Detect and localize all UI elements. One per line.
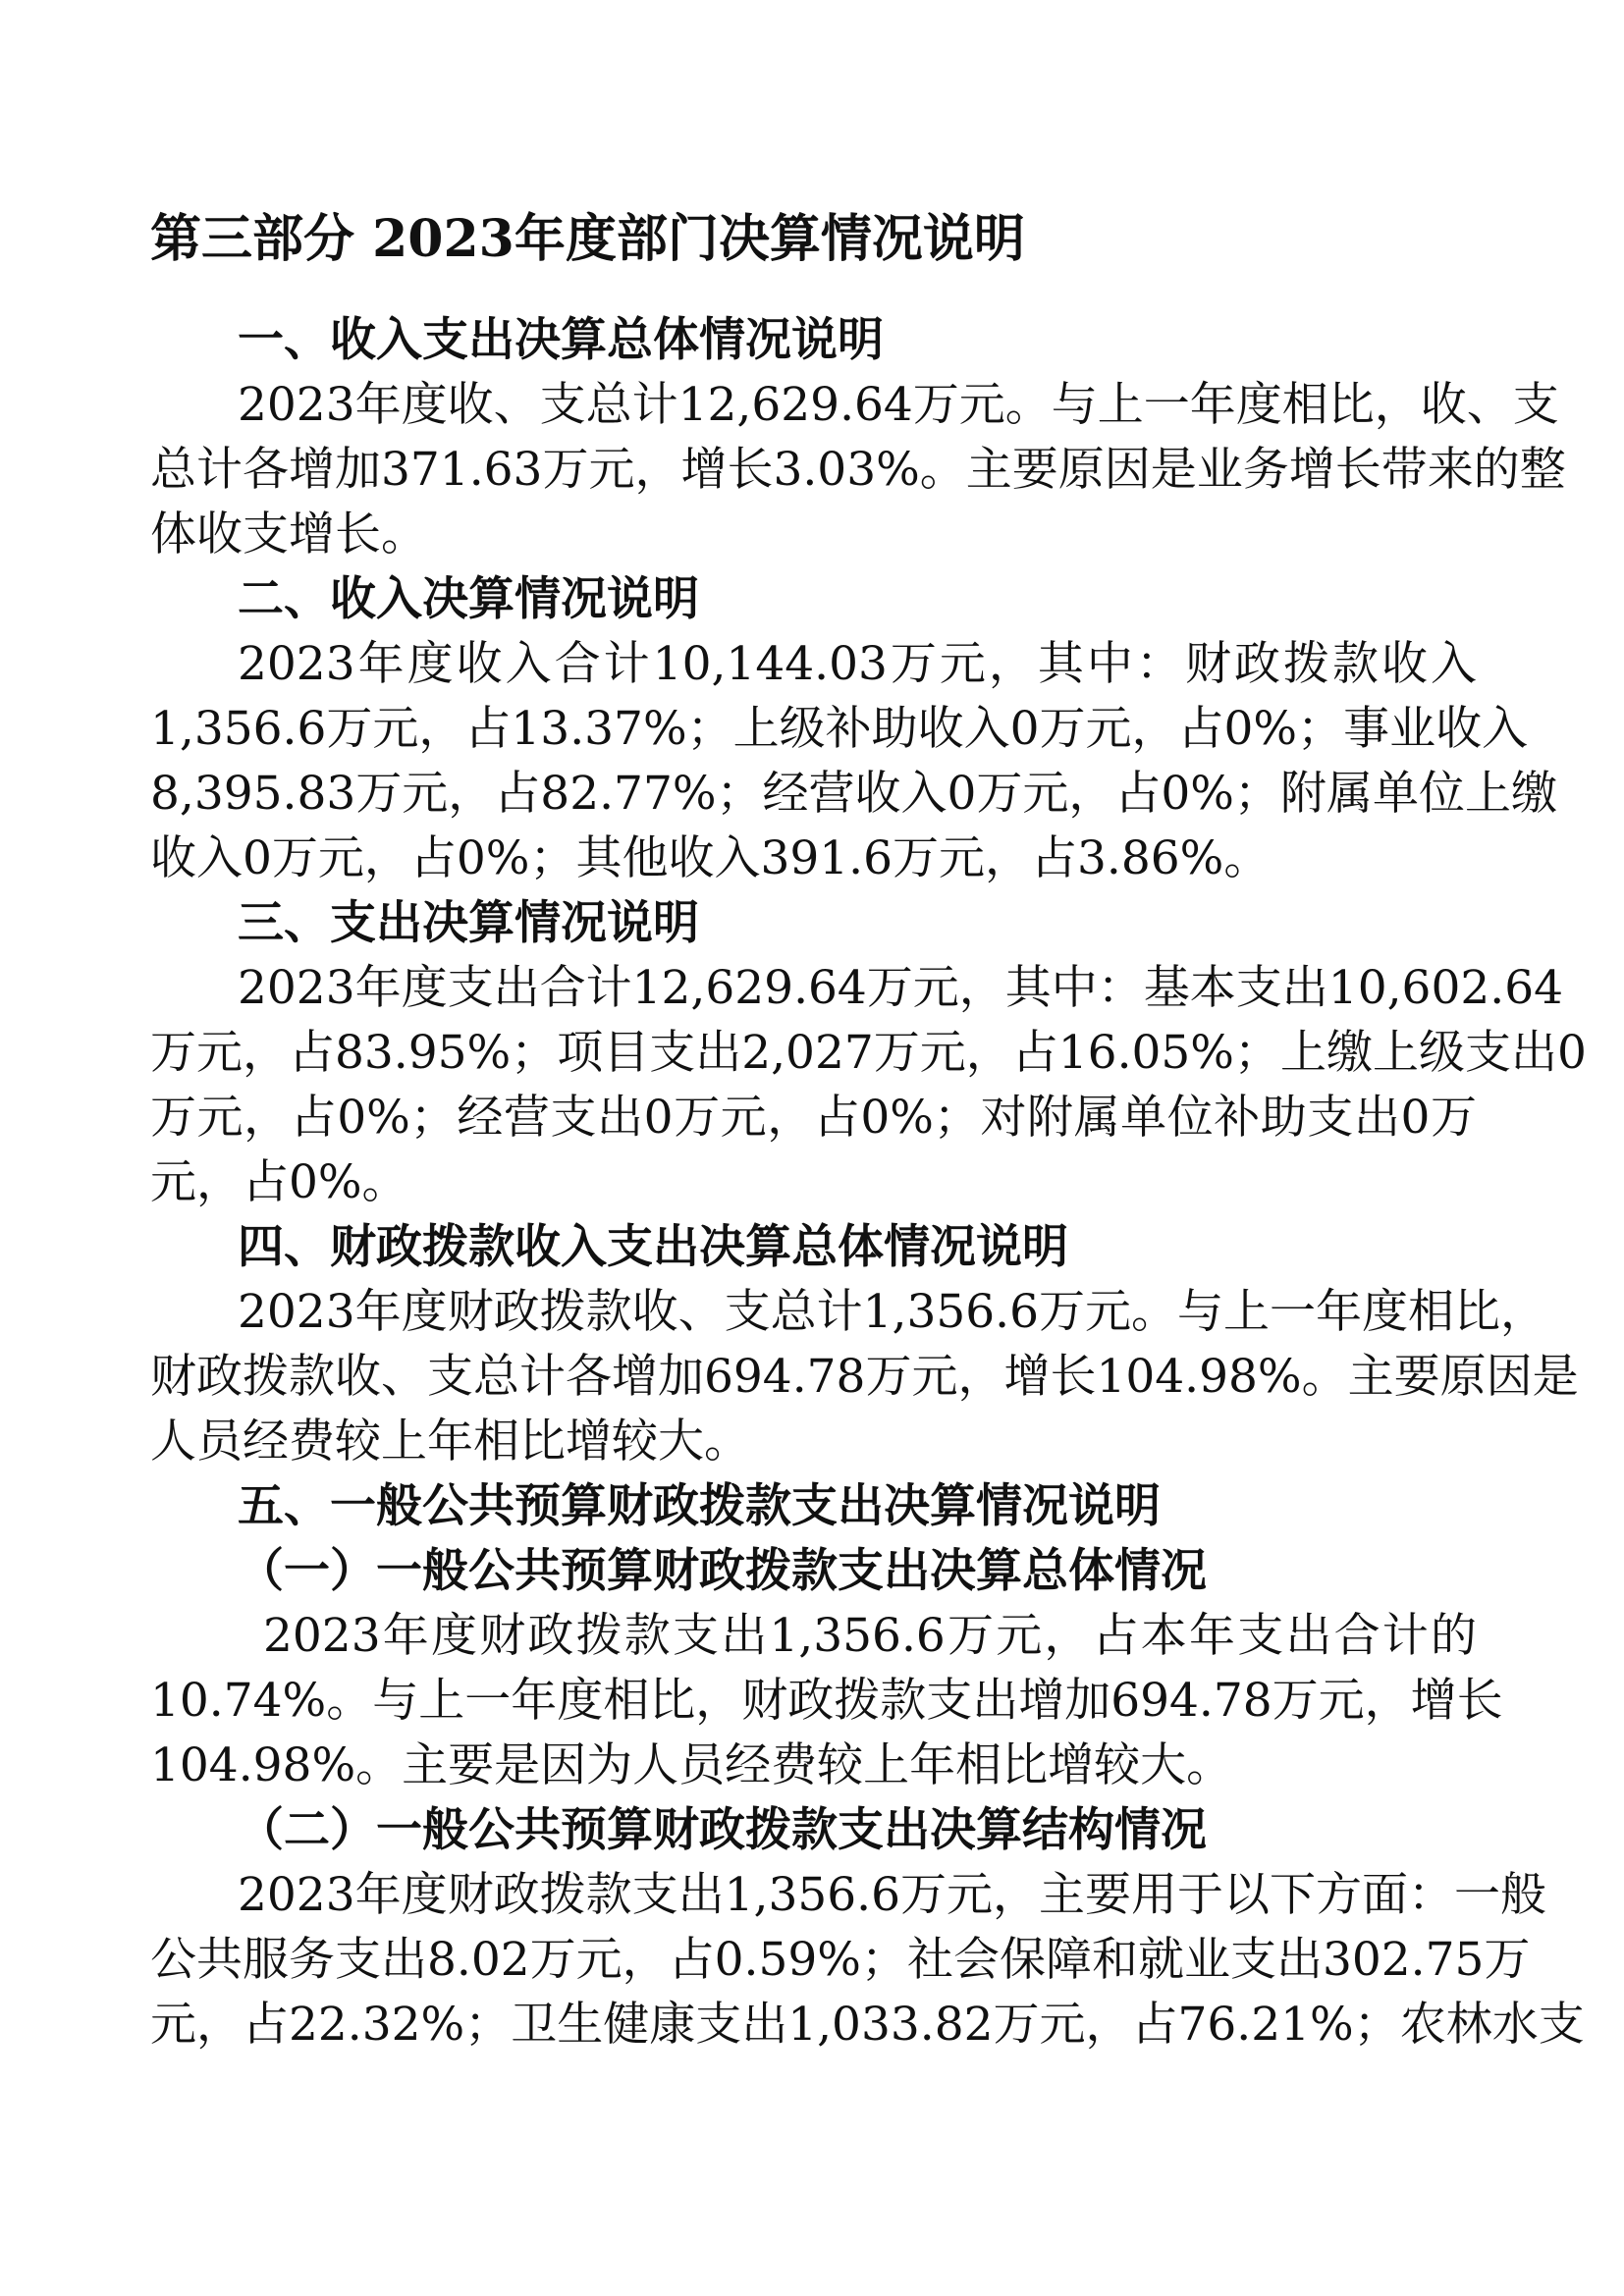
- section-heading-3: 三、支出决算情况说明: [238, 896, 699, 950]
- paragraph-line: 总计各增加371.63万元，增长3.03%。主要原因是业务增长带来的整: [150, 443, 1566, 497]
- paragraph-line: 104.98%。主要是因为人员经费较上年相比增较大。: [150, 1738, 1233, 1792]
- paragraph-line: 2023年度支出合计12,629.64万元，其中：基本支出10,602.64: [238, 961, 1564, 1015]
- paragraph-line: 2023年度财政拨款收、支总计1,356.6万元。与上一年度相比，: [238, 1285, 1547, 1339]
- paragraph-line: 2023年度财政拨款支出1,356.6万元，主要用于以下方面：一般: [238, 1868, 1547, 1922]
- page-title: 第三部分 2023年度部门决算情况说明: [150, 209, 1025, 269]
- section-heading-5: 五、一般公共预算财政拨款支出决算情况说明: [238, 1479, 1161, 1533]
- paragraph-line: 财政拨款收、支总计各增加694.78万元，增长104.98%。主要原因是: [150, 1350, 1579, 1404]
- paragraph-line: 8,395.83万元，占82.77%；经营收入0万元，占0%；附属单位上缴: [150, 767, 1557, 821]
- paragraph-line: 公共服务支出8.02万元，占0.59%；社会保障和就业支出302.75万: [150, 1933, 1531, 1987]
- paragraph-line: 元，占22.32%；卫生健康支出1,033.82万元，占76.21%；农林水支: [150, 1998, 1585, 2052]
- paragraph-line: 收入0万元，占0%；其他收入391.6万元，占3.86%。: [150, 831, 1271, 885]
- paragraph-line: 元，占0%。: [150, 1155, 408, 1209]
- paragraph-line: 2023年度财政拨款支出1,356.6万元，占本年支出合计的: [263, 1609, 1477, 1663]
- subsection-heading-1: （一）一般公共预算财政拨款支出决算总体情况: [238, 1544, 1207, 1598]
- paragraph-line: 万元，占83.95%；项目支出2,027万元，占16.05%；上缴上级支出0: [150, 1026, 1587, 1080]
- paragraph-line: 人员经费较上年相比增较大。: [150, 1415, 750, 1468]
- paragraph-line: 2023年度收入合计10,144.03万元，其中：财政拨款收入: [238, 637, 1477, 691]
- paragraph-line: 1,356.6万元，占13.37%；上级补助收入0万元，占0%；事业收入: [150, 702, 1529, 756]
- section-heading-1: 一、收入支出决算总体情况说明: [238, 313, 884, 367]
- paragraph-line: 万元，占0%；经营支出0万元，占0%；对附属单位补助支出0万: [150, 1091, 1477, 1145]
- subsection-heading-2: （二）一般公共预算财政拨款支出决算结构情况: [238, 1803, 1207, 1857]
- paragraph-line: 体收支增长。: [150, 507, 427, 561]
- paragraph-line: 2023年度收、支总计12,629.64万元。与上一年度相比，收、支: [238, 378, 1559, 432]
- section-heading-4: 四、财政拨款收入支出决算总体情况说明: [238, 1220, 1068, 1274]
- paragraph-line: 10.74%。与上一年度相比，财政拨款支出增加694.78万元，增长: [150, 1674, 1503, 1728]
- section-heading-2: 二、收入决算情况说明: [238, 572, 699, 626]
